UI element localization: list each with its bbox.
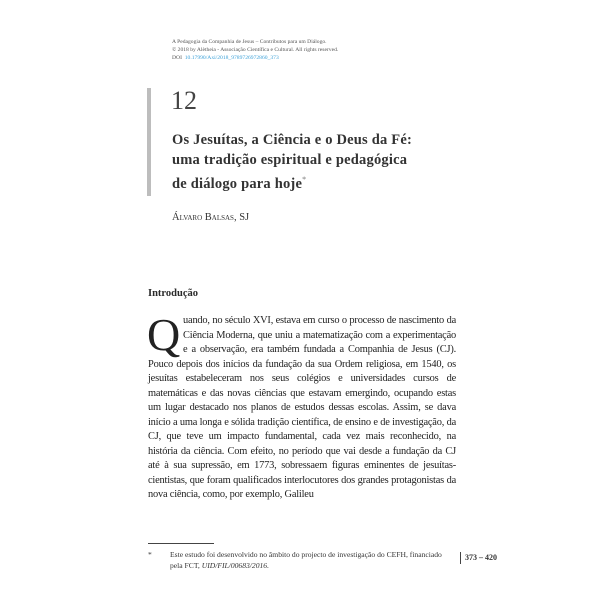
- title-line: uma tradição espiritual e pedagógica: [172, 151, 408, 168]
- title-line: Os Jesuítas, a Ciência e o Deus da Fé:: [172, 132, 412, 148]
- footnote-reference: UID/FIL/00683/2016.: [201, 561, 270, 570]
- chapter-number: 12: [171, 86, 197, 115]
- footnote-mark[interactable]: *: [302, 175, 307, 184]
- drop-cap: Q: [147, 309, 181, 360]
- footnote-marker: *: [148, 550, 152, 559]
- title-line-text: de diálogo para hoje: [172, 175, 303, 192]
- footnote: [148, 549, 446, 571]
- body-paragraph: [147, 309, 456, 503]
- chapter-bar-decoration: [147, 88, 151, 196]
- doi-label: DOI: [172, 55, 182, 61]
- author-name: Álvaro Balsas, SJ: [172, 212, 250, 223]
- book-header: [172, 38, 338, 62]
- doi-line: [172, 54, 338, 62]
- paragraph-text: uando, no século XVI, estava em curso o processo de nascimento da Ciência Moderna, que uniu a matematização com a experimentação e a observação, era também fundada a Companhia de Jesus (CJ). Pouco depois dos inícios da fundação da sua Ordem religiosa, em 1540, os jesuítas estabeleceram nos seus colégios e universidades cursos de matemáticas e das novas ciências que estavam emergindo, ocupando estas um lugar destacado nos planos de estudos dessas escolas. Assim, se dava início a uma longa e sólida tradição científica, de ensino e de investigação, da CJ, que teve um impacto fundamental, cada vez mais reconhecido, na história da ciência. Com efeito, no período que vai desde a fundação da CJ até à sua supressão, em 1773, sobressaem figuras eminentes de jesuítas-cientistas, que foram qualificados interlocutores dos grandes protagonistas da nova ciência, como, por exemplo, Galileu: [148, 315, 456, 500]
- chapter-title: [172, 131, 412, 194]
- copyright-line: © 2018 by Alètheia - Associação Científica e Cultural. All rights reserved.: [172, 47, 339, 53]
- doi-link[interactable]: 10.17990/Axi/2018_9789726972860_373: [184, 55, 279, 61]
- section-heading: Introdução: [148, 288, 198, 299]
- footnote-text: Este estudo foi desenvolvido no âmbito do projecto de investigação do CEFH, financiado pela FCT,: [170, 550, 442, 570]
- page-range: 373 – 420: [460, 552, 497, 564]
- footnote-divider: [148, 543, 214, 544]
- title-line: [172, 170, 412, 194]
- book-title-line: A Pedagogia da Companhia de Jesus – Contributos para um Diálogo.: [172, 39, 327, 45]
